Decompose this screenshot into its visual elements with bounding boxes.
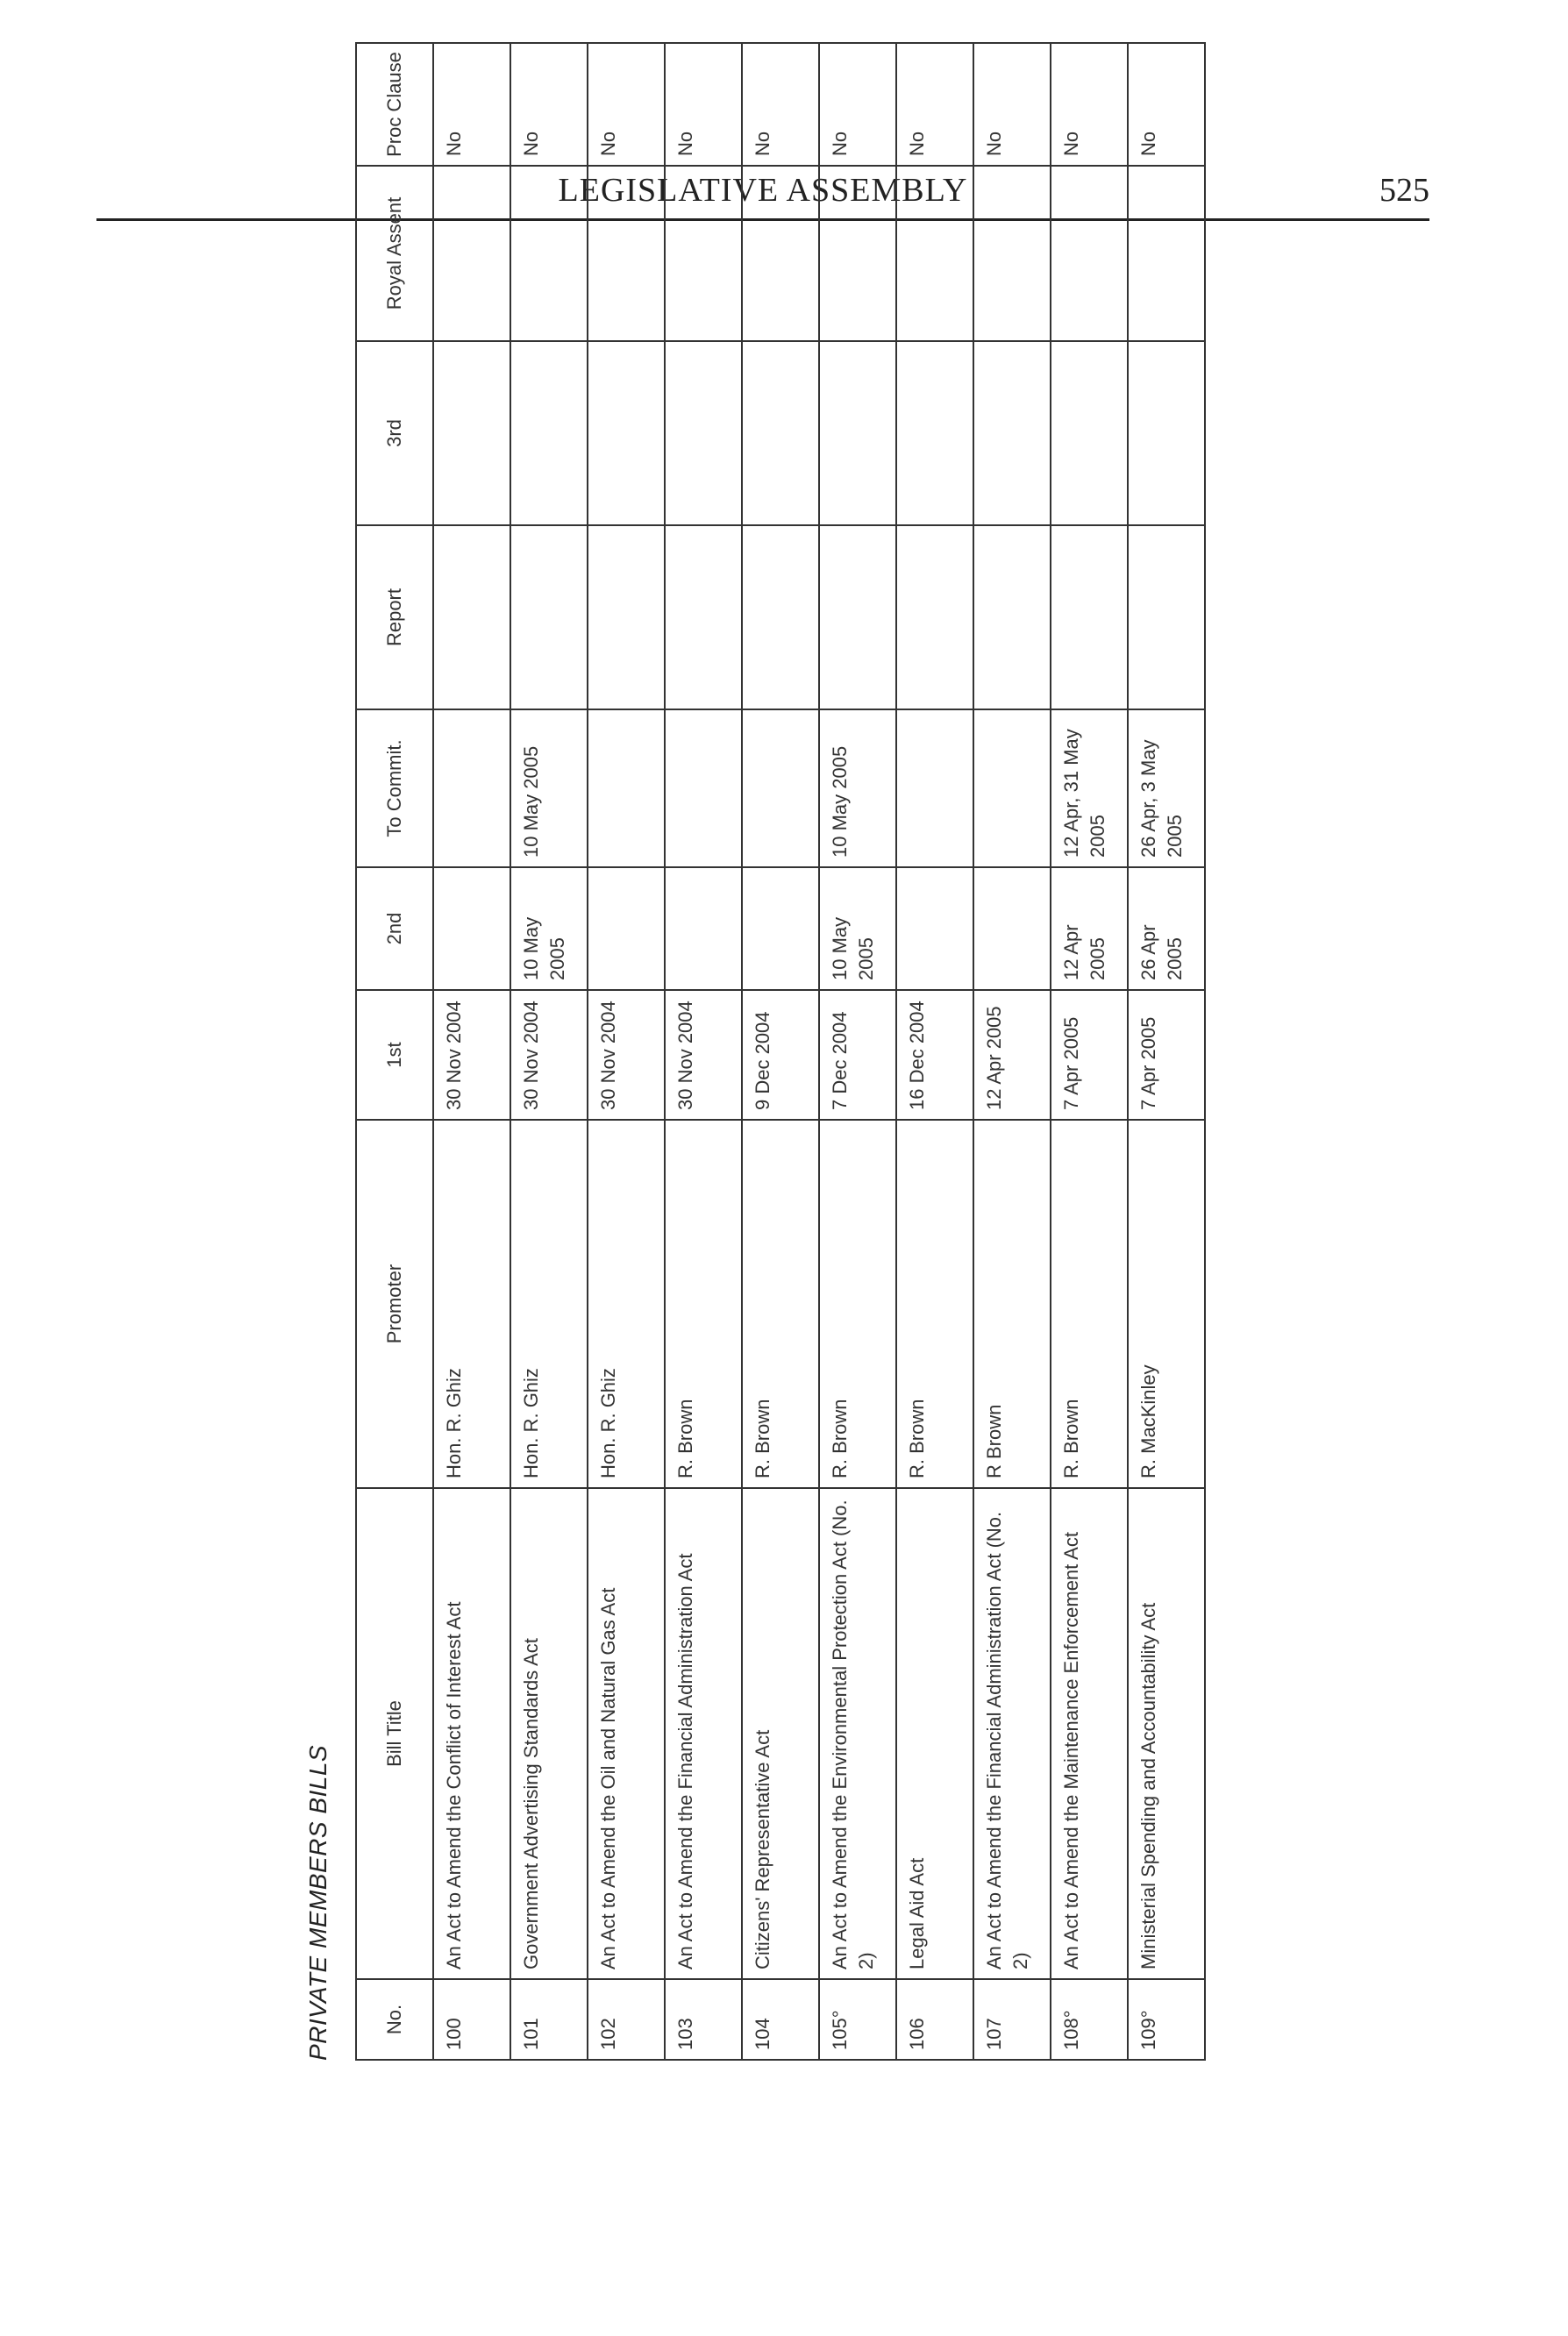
cell-royal-assent — [1051, 166, 1128, 341]
cell-no: 100 — [433, 1979, 510, 2060]
bills-table-body — [433, 43, 1205, 2060]
page-title: LEGISLATIVE ASSEMBLY — [558, 172, 968, 209]
col-header-royal-assent: Royal Assent — [356, 166, 433, 341]
cell-royal-assent — [973, 166, 1051, 341]
cell-1st: 7 Dec 2004 — [819, 990, 896, 1120]
col-header-to-commit: To Commit. — [356, 709, 433, 867]
cell-bill-title: Citizens' Representative Act — [742, 1488, 819, 1979]
cell-to-commit: 12 Apr, 31 May 2005 — [1051, 709, 1128, 867]
cell-royal-assent — [510, 166, 588, 341]
cell-report — [433, 525, 510, 709]
cell-3rd — [896, 341, 973, 525]
cell-proc-clause: No — [1051, 43, 1128, 166]
page-number: 525 — [1379, 172, 1429, 209]
cell-to-commit — [665, 709, 742, 867]
cell-promoter: R. Brown — [742, 1120, 819, 1488]
cell-report — [1051, 525, 1128, 709]
cell-proc-clause: No — [433, 43, 510, 166]
cell-report — [896, 525, 973, 709]
cell-3rd — [1128, 341, 1205, 525]
cell-2nd: 26 Apr 2005 — [1128, 867, 1205, 990]
cell-royal-assent — [819, 166, 896, 341]
cell-proc-clause: No — [742, 43, 819, 166]
cell-no: 104 — [742, 1979, 819, 2060]
cell-report — [588, 525, 665, 709]
cell-no: 108° — [1051, 1979, 1128, 2060]
cell-bill-title: An Act to Amend the Environmental Protection Act (No. 2) — [819, 1488, 896, 1979]
cell-2nd — [433, 867, 510, 990]
cell-no: 103 — [665, 1979, 742, 2060]
table-row — [896, 43, 973, 2060]
cell-royal-assent — [588, 166, 665, 341]
cell-to-commit — [588, 709, 665, 867]
cell-1st: 30 Nov 2004 — [665, 990, 742, 1120]
cell-1st: 30 Nov 2004 — [510, 990, 588, 1120]
cell-bill-title: An Act to Amend the Financial Administration Act — [665, 1488, 742, 1979]
cell-1st: 30 Nov 2004 — [588, 990, 665, 1120]
section-title: PRIVATE MEMBERS BILLS — [304, 1744, 331, 2061]
cell-bill-title: An Act to Amend the Maintenance Enforcement Act — [1051, 1488, 1128, 1979]
cell-royal-assent — [742, 166, 819, 341]
cell-report — [510, 525, 588, 709]
table-row — [973, 43, 1051, 2060]
cell-promoter: R. Brown — [1051, 1120, 1128, 1488]
cell-2nd — [973, 867, 1051, 990]
cell-report — [1128, 525, 1205, 709]
cell-2nd: 12 Apr 2005 — [1051, 867, 1128, 990]
cell-to-commit: 10 May 2005 — [510, 709, 588, 867]
cell-promoter: R Brown — [973, 1120, 1051, 1488]
cell-2nd — [588, 867, 665, 990]
col-header-2nd: 2nd — [356, 867, 433, 990]
cell-to-commit — [742, 709, 819, 867]
cell-1st: 9 Dec 2004 — [742, 990, 819, 1120]
cell-promoter: Hon. R. Ghiz — [588, 1120, 665, 1488]
cell-proc-clause: No — [896, 43, 973, 166]
cell-bill-title: Government Advertising Standards Act — [510, 1488, 588, 1979]
table-row — [819, 43, 896, 2060]
cell-promoter: R. Brown — [896, 1120, 973, 1488]
table-row — [1128, 43, 1205, 2060]
rotated-table-block — [304, 0, 1269, 2096]
cell-promoter: R. Brown — [665, 1120, 742, 1488]
cell-no: 101 — [510, 1979, 588, 2060]
header-row — [356, 43, 433, 2060]
cell-proc-clause: No — [510, 43, 588, 166]
cell-no: 102 — [588, 1979, 665, 2060]
cell-royal-assent — [896, 166, 973, 341]
cell-report — [819, 525, 896, 709]
cell-no: 106 — [896, 1979, 973, 2060]
cell-report — [665, 525, 742, 709]
cell-1st: 30 Nov 2004 — [433, 990, 510, 1120]
col-header-no: No. — [356, 1979, 433, 2060]
cell-royal-assent — [433, 166, 510, 341]
col-header-bill-title: Bill Title — [356, 1488, 433, 1979]
table-row — [665, 43, 742, 2060]
cell-promoter: Hon. R. Ghiz — [510, 1120, 588, 1488]
cell-3rd — [665, 341, 742, 525]
table-row — [742, 43, 819, 2060]
cell-bill-title: An Act to Amend the Conflict of Interest Act — [433, 1488, 510, 1979]
cell-1st: 12 Apr 2005 — [973, 990, 1051, 1120]
cell-bill-title: An Act to Amend the Oil and Natural Gas Act — [588, 1488, 665, 1979]
cell-to-commit: 10 May 2005 — [819, 709, 896, 867]
cell-2nd: 10 May 2005 — [510, 867, 588, 990]
cell-2nd: 10 May 2005 — [819, 867, 896, 990]
cell-report — [973, 525, 1051, 709]
cell-promoter: Hon. R. Ghiz — [433, 1120, 510, 1488]
table-row — [433, 43, 510, 2060]
cell-proc-clause: No — [973, 43, 1051, 166]
bills-table — [355, 42, 1206, 2061]
cell-to-commit: 26 Apr, 3 May 2005 — [1128, 709, 1205, 867]
cell-3rd — [433, 341, 510, 525]
table-row — [510, 43, 588, 2060]
col-header-3rd: 3rd — [356, 341, 433, 525]
cell-proc-clause: No — [588, 43, 665, 166]
cell-proc-clause: No — [665, 43, 742, 166]
cell-3rd — [510, 341, 588, 525]
cell-to-commit — [973, 709, 1051, 867]
cell-bill-title: An Act to Amend the Financial Administration Act (No. 2) — [973, 1488, 1051, 1979]
cell-to-commit — [433, 709, 510, 867]
cell-report — [742, 525, 819, 709]
table-row — [588, 43, 665, 2060]
cell-promoter: R. Brown — [819, 1120, 896, 1488]
cell-bill-title: Legal Aid Act — [896, 1488, 973, 1979]
col-header-proc-clause: Proc Clause — [356, 43, 433, 166]
cell-no: 105° — [819, 1979, 896, 2060]
col-header-promoter: Promoter — [356, 1120, 433, 1488]
col-header-1st: 1st — [356, 990, 433, 1120]
cell-proc-clause: No — [819, 43, 896, 166]
cell-1st: 7 Apr 2005 — [1051, 990, 1128, 1120]
cell-3rd — [588, 341, 665, 525]
cell-1st: 16 Dec 2004 — [896, 990, 973, 1120]
table-row — [1051, 43, 1128, 2060]
cell-promoter: R. MacKinley — [1128, 1120, 1205, 1488]
cell-bill-title: Ministerial Spending and Accountability Act — [1128, 1488, 1205, 1979]
cell-no: 109° — [1128, 1979, 1205, 2060]
cell-3rd — [819, 341, 896, 525]
col-header-report: Report — [356, 525, 433, 709]
cell-no: 107 — [973, 1979, 1051, 2060]
cell-2nd — [896, 867, 973, 990]
cell-3rd — [742, 341, 819, 525]
cell-to-commit — [896, 709, 973, 867]
cell-royal-assent — [1128, 166, 1205, 341]
cell-3rd — [973, 341, 1051, 525]
cell-3rd — [1051, 341, 1128, 525]
cell-2nd — [665, 867, 742, 990]
cell-1st: 7 Apr 2005 — [1128, 990, 1205, 1120]
cell-royal-assent — [665, 166, 742, 341]
cell-2nd — [742, 867, 819, 990]
cell-proc-clause: No — [1128, 43, 1205, 166]
